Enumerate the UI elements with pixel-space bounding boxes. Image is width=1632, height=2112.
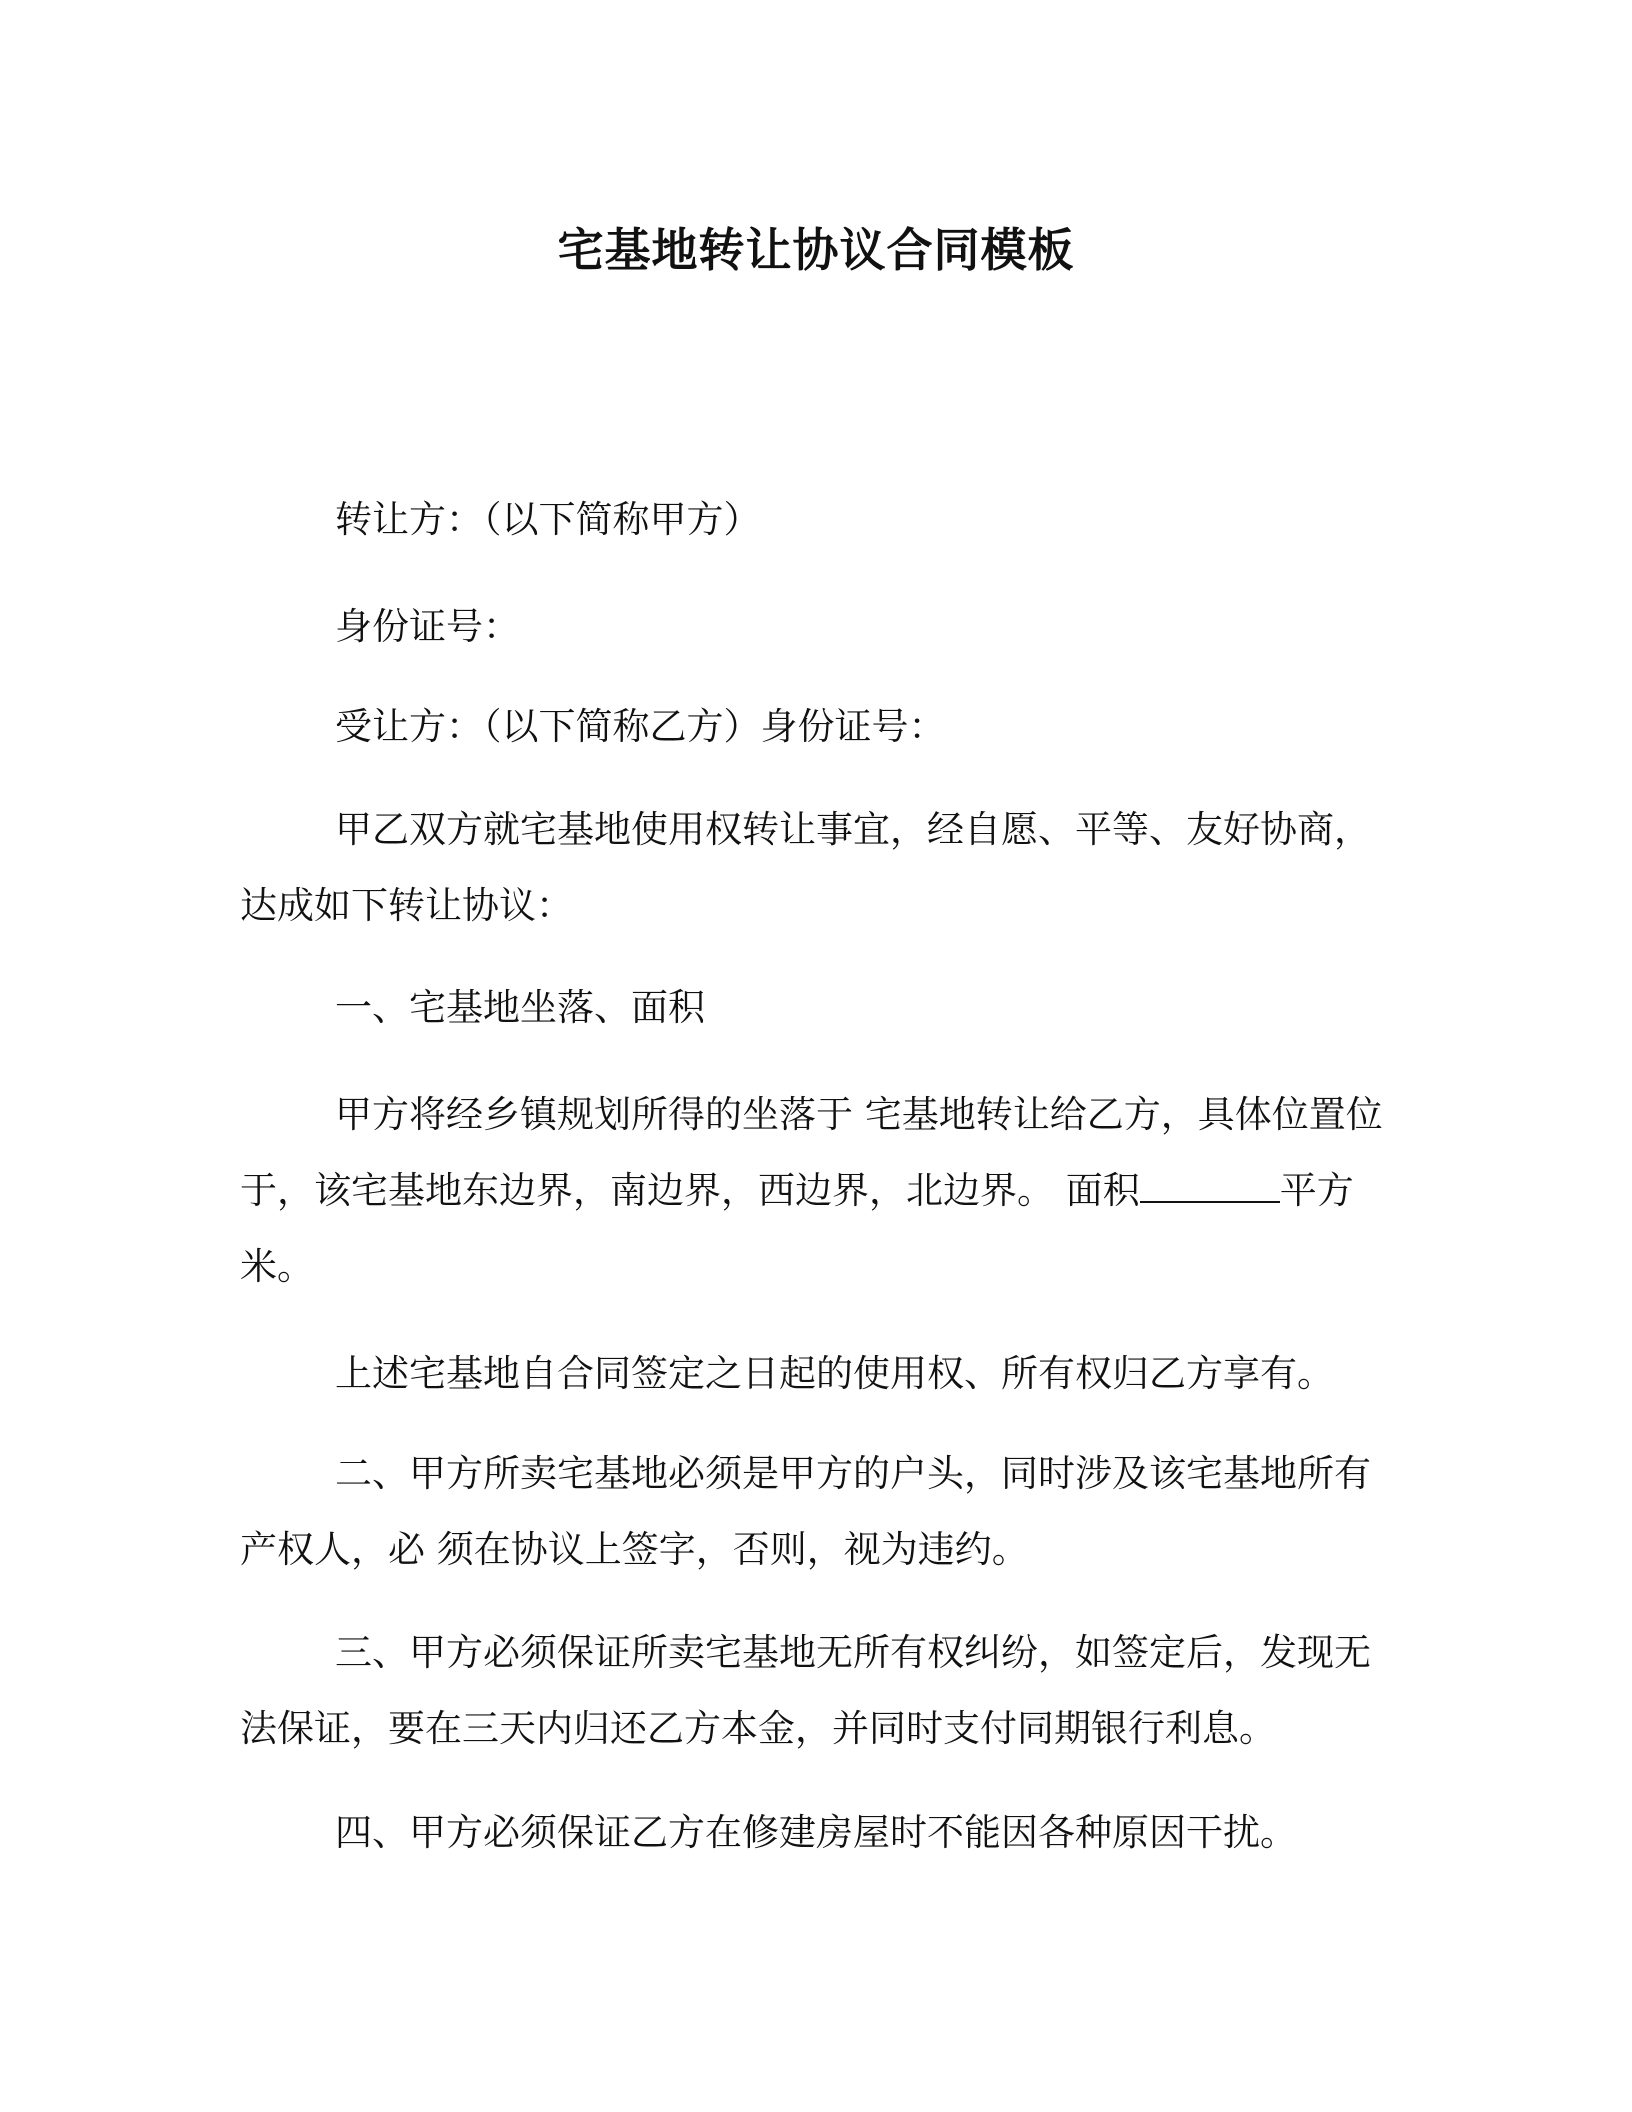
document-title: 宅基地转让协议合同模板 bbox=[557, 223, 1075, 277]
section1-location-text: 甲方将经乡镇规划所得的坐落于 宅基地转让给乙方，具体位置位于，该宅基地东边界，南边界，西边界，北边界。 面积 bbox=[240, 1093, 1383, 1212]
transferee-line: 受让方：（以下简称乙方）身份证号： bbox=[335, 705, 946, 748]
section3-paragraph: 三、甲方必须保证所卖宅基地无所有权纠纷，如签定后，发现无法保证，要在三天内归还乙方本金，并同时支付同期银行利息。 bbox=[240, 1631, 1371, 1750]
section1-location-paragraph bbox=[240, 1077, 1390, 1305]
section1-area-unit: 平方米。 bbox=[240, 1169, 1354, 1288]
id-number-line: 身份证号： bbox=[335, 605, 520, 648]
intro-paragraph: 甲乙双方就宅基地使用权转让事宜，经自愿、平等、友好协商，达成如下转让协议： bbox=[240, 808, 1371, 927]
section1-title: 一、宅基地坐落、面积 bbox=[335, 986, 705, 1029]
transferor-line: 转让方：（以下简称甲方） bbox=[335, 498, 761, 541]
section4-paragraph: 四、甲方必须保证乙方在修建房屋时不能因各种原因干扰。 bbox=[335, 1811, 1297, 1854]
area-blank-line bbox=[1140, 1171, 1280, 1203]
section2-paragraph: 二、甲方所卖宅基地必须是甲方的户头，同时涉及该宅基地所有产权人，必 须在协议上签字，否则，视为违约。 bbox=[240, 1452, 1371, 1571]
section1-rights-paragraph: 上述宅基地自合同签定之日起的使用权、所有权归乙方享有。 bbox=[335, 1352, 1334, 1395]
